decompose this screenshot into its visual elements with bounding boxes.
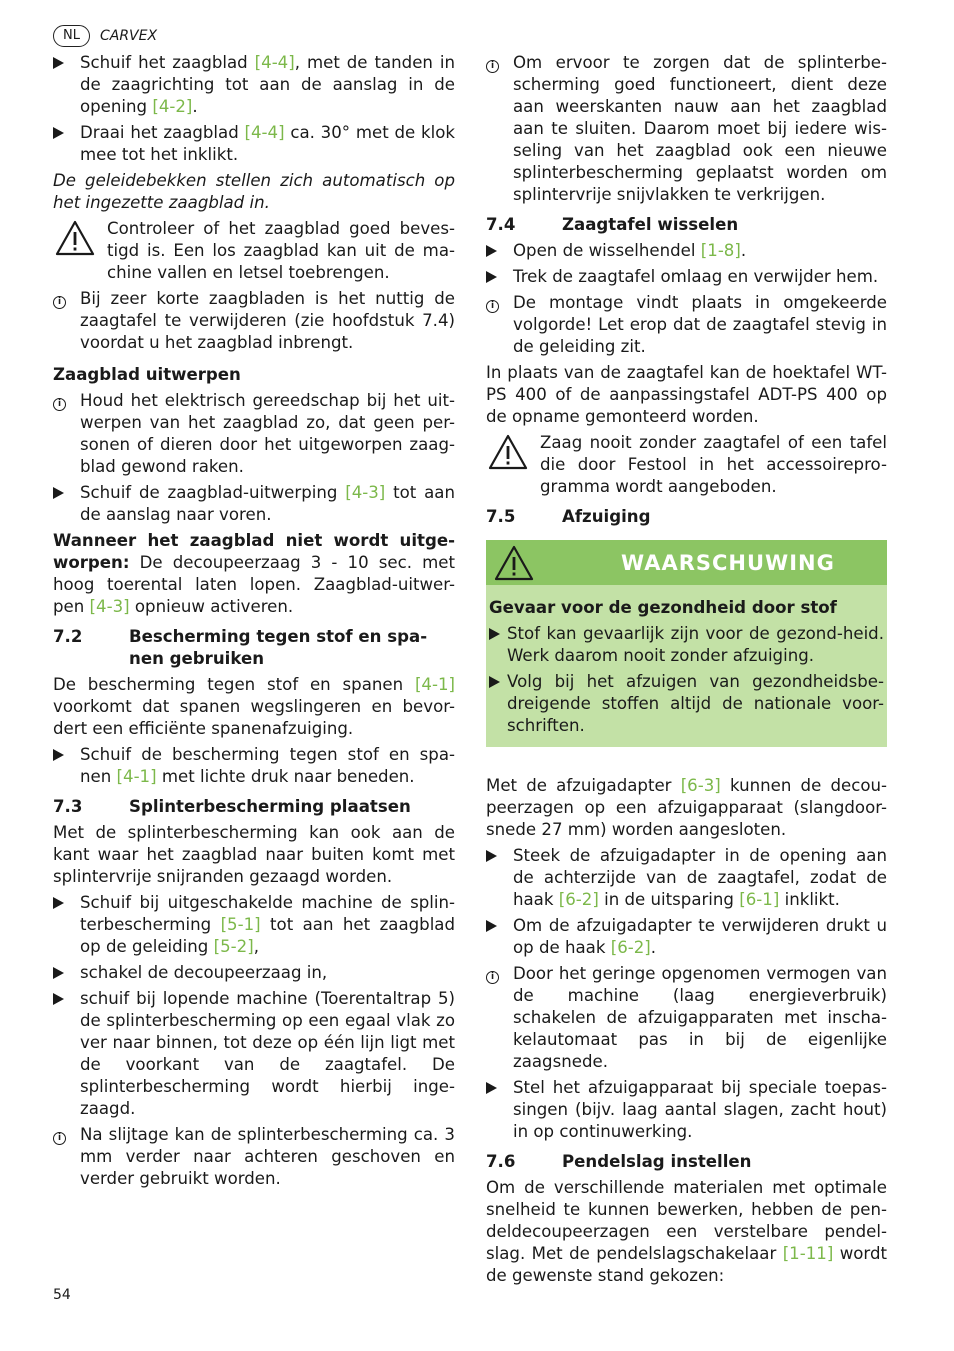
list-item: Draai het zaagblad [4-4] ca. 30° met de klok mee tot het inklikt. <box>53 122 455 166</box>
figure-reference: [6-2] <box>558 890 599 909</box>
figure-reference: [4-4] <box>244 123 285 142</box>
triangle-bullet-icon <box>486 1082 497 1094</box>
list-item: Open de wisselhendel [1-8]. <box>486 240 887 262</box>
right-column <box>486 52 887 1291</box>
section-heading: 7.4 Zaagtafel wisselen <box>486 215 739 234</box>
left-column <box>53 52 455 1194</box>
triangle-bullet-icon <box>486 271 497 283</box>
figure-reference: [5-2] <box>213 937 254 956</box>
warning-box <box>486 540 887 747</box>
figure-reference: [6-2] <box>610 938 651 957</box>
paragraph: Met de afzuigadapter [6-3] kunnen de decou-peerzagen op een afzuigapparaat (slangdoor-snede 27 mm) worden aangesloten. <box>486 776 888 839</box>
triangle-bullet-icon <box>53 749 64 761</box>
list-item: Stof kan gevaarlijk zijn voor de gezond-heid. Werk daarom nooit zonder afzuiging. <box>489 623 884 667</box>
info-icon: i <box>486 971 499 984</box>
list-item: Steek de afzuigadapter in de opening aan de achterzijde van de zaagtafel, zodat de haak [6-2] in de uitsparing [6-1] inklikt. <box>486 845 887 911</box>
info-icon: i <box>53 398 66 411</box>
list-item: schuif bij lopende machine (Toerentaltrap 5) de splinterbescherming op een egaal vlak zo ver naar binnen, tot deze op één lijn ligt met de voorkant van de zaagtafel. De splinterbescherming wordt hierbij inge-zaagd. <box>53 988 455 1120</box>
paragraph: Met de splinterbescherming kan ook aan de kant waar het zaagblad naar buiten komt met splintervrije snijranden gezaagd worden. <box>53 823 455 886</box>
warning-triangle-icon <box>494 545 534 581</box>
paragraph: De bescherming tegen stof en spanen [4-1] voorkomt dat spanen wegslingeren en bevor-dert een efficiënte spanenafzuiging. <box>53 675 455 738</box>
triangle-bullet-icon <box>489 676 500 688</box>
figure-reference: [4-4] <box>254 53 295 72</box>
language-badge: NL <box>53 25 90 47</box>
list-item: Schuif bij uitgeschakelde machine de splin-terbescherming [5-1] tot aan het zaagblad op de geleiding [5-2], <box>53 892 455 958</box>
section-heading: 7.6 Pendelslag instellen <box>486 1152 752 1171</box>
warning-note: Controleer of het zaagblad goed beves-tigd is. Een los zaagblad kan uit de ma-chine vallen en letsel toebrengen. <box>53 218 455 284</box>
info-icon: i <box>53 296 66 309</box>
figure-reference: [6-3] <box>680 776 721 795</box>
triangle-bullet-icon <box>53 487 64 499</box>
info-note: i Na slijtage kan de splinterbescherming ca. 3 mm verder naar achteren geschoven en verder gebruikt worden. <box>53 1124 455 1190</box>
section-heading: 7.2 Bescherming tegen stof en spa-nen gebruiken <box>53 627 428 668</box>
info-icon: i <box>53 1132 66 1145</box>
list-item: Trek de zaagtafel omlaag en verwijder hem. <box>486 266 887 288</box>
warning-note: Zaag nooit zonder zaagtafel of een tafel die door Festool in het accessoirepro-gramma wordt aangeboden. <box>486 432 887 498</box>
figure-reference: [4-3] <box>345 483 386 502</box>
section-heading: 7.5 Afzuiging <box>486 507 651 526</box>
paragraph: In plaats van de zaagtafel kan de hoektafel WT-PS 400 of de aanpassingstafel ADT-PS 400 op de opname gemonteerd worden. <box>486 363 887 426</box>
triangle-bullet-icon <box>486 920 497 932</box>
subheading: Zaagblad uitwerpen <box>53 365 241 384</box>
info-icon: i <box>486 60 499 73</box>
figure-reference: [1-8] <box>700 241 741 260</box>
product-name: CARVEX <box>99 28 158 44</box>
triangle-bullet-icon <box>53 57 64 69</box>
warning-box-title: WAARSCHUWING <box>621 550 835 575</box>
paragraph: Om de verschillende materialen met optimale snelheid te kunnen bewerken, hebben de pen-deldecoupeerzagen een verstelbare pendel-slag. Met de pendelslagschakelaar [1-11] wordt de gewenste stand gekozen: <box>486 1178 888 1285</box>
italic-note: De geleidebekken stellen zich automatisch op het ingezette zaagblad in. <box>53 171 455 212</box>
list-item: Schuif de bescherming tegen stof en spa-nen [4-1] met lichte druk naar beneden. <box>53 744 455 788</box>
triangle-bullet-icon <box>53 127 64 139</box>
list-item: Schuif de zaagblad-uitwerping [4-3] tot aan de aanslag naar voren. <box>53 482 455 526</box>
triangle-bullet-icon <box>486 245 497 257</box>
paragraph: Wanneer het zaagblad niet wordt uitge-worpen: De decoupeerzaag 3 - 10 sec. met hoog toerental laten lopen. Zaagblad-uitwer-pen [4-3] opnieuw activeren. <box>53 531 455 616</box>
list-item: Schuif het zaagblad [4-4], met de tanden in de zaagrichting tot aan de aanslag in de opening [4-2]. <box>53 52 455 118</box>
figure-reference: [4-1] <box>414 675 455 694</box>
list-item: Stel het afzuigapparaat bij speciale toepas-singen (bijv. laag aantal slagen, zacht hout) in op continuwerking. <box>486 1077 887 1143</box>
figure-reference: [4-1] <box>116 767 157 786</box>
warning-box-header <box>486 540 887 585</box>
figure-reference: [1-11] <box>782 1244 834 1263</box>
warning-box-subtitle: Gevaar voor de gezondheid door stof <box>489 598 837 617</box>
triangle-bullet-icon <box>53 993 64 1005</box>
figure-reference: [4-3] <box>89 597 130 616</box>
page-header <box>53 24 157 48</box>
info-note: i Door het geringe opgenomen vermogen van de machine (laag energieverbruik) schakelen de afzuigapparaten met inscha-kelautomaat pas in bij de eigenlijke zaagsnede. <box>486 963 887 1073</box>
triangle-bullet-icon <box>53 897 64 909</box>
triangle-bullet-icon <box>489 628 500 640</box>
figure-reference: [5-1] <box>220 915 261 934</box>
warning-box-body <box>486 585 887 747</box>
info-note: i Om ervoor te zorgen dat de splinterbe-scherming goed functioneert, dient deze aan weerskanten nauw aan het zaagblad aan te sluiten. Daarom moet bij iedere wis-seling van het zaagblad ook een nieuwe splinterbescherming geplaatst worden om splintervrije snijvlakken te verkrijgen. <box>486 52 887 206</box>
warning-triangle-icon <box>55 220 95 256</box>
info-note: i Houd het elektrisch gereedschap bij het uit-werpen van het zaagblad zo, dat geen per-sonen of dieren door het uitgeworpen zaag-blad gewond raken. <box>53 390 455 478</box>
triangle-bullet-icon <box>53 967 64 979</box>
figure-reference: [6-1] <box>739 890 780 909</box>
figure-reference: [4-2] <box>152 97 193 116</box>
list-item: Volg bij het afzuigen van gezondheidsbe-dreigende stoffen altijd de nationale voor-schriften. <box>489 671 884 737</box>
info-icon: i <box>486 300 499 313</box>
info-note: i De montage vindt plaats in omgekeerde volgorde! Let erop dat de zaagtafel stevig in de geleiding zit. <box>486 292 887 358</box>
section-heading: 7.3 Splinterbescherming plaatsen <box>53 797 411 816</box>
triangle-bullet-icon <box>486 850 497 862</box>
list-item: Om de afzuigadapter te verwijderen drukt u op de haak [6-2]. <box>486 915 887 959</box>
info-note: i Bij zeer korte zaagbladen is het nuttig de zaagtafel te verwijderen (zie hoofdstuk 7.4) voordat u het zaagblad inbrengt. <box>53 288 455 354</box>
list-item: schakel de decoupeerzaag in, <box>53 962 455 984</box>
warning-triangle-icon <box>488 434 528 470</box>
page-number: 54 <box>53 1287 71 1303</box>
